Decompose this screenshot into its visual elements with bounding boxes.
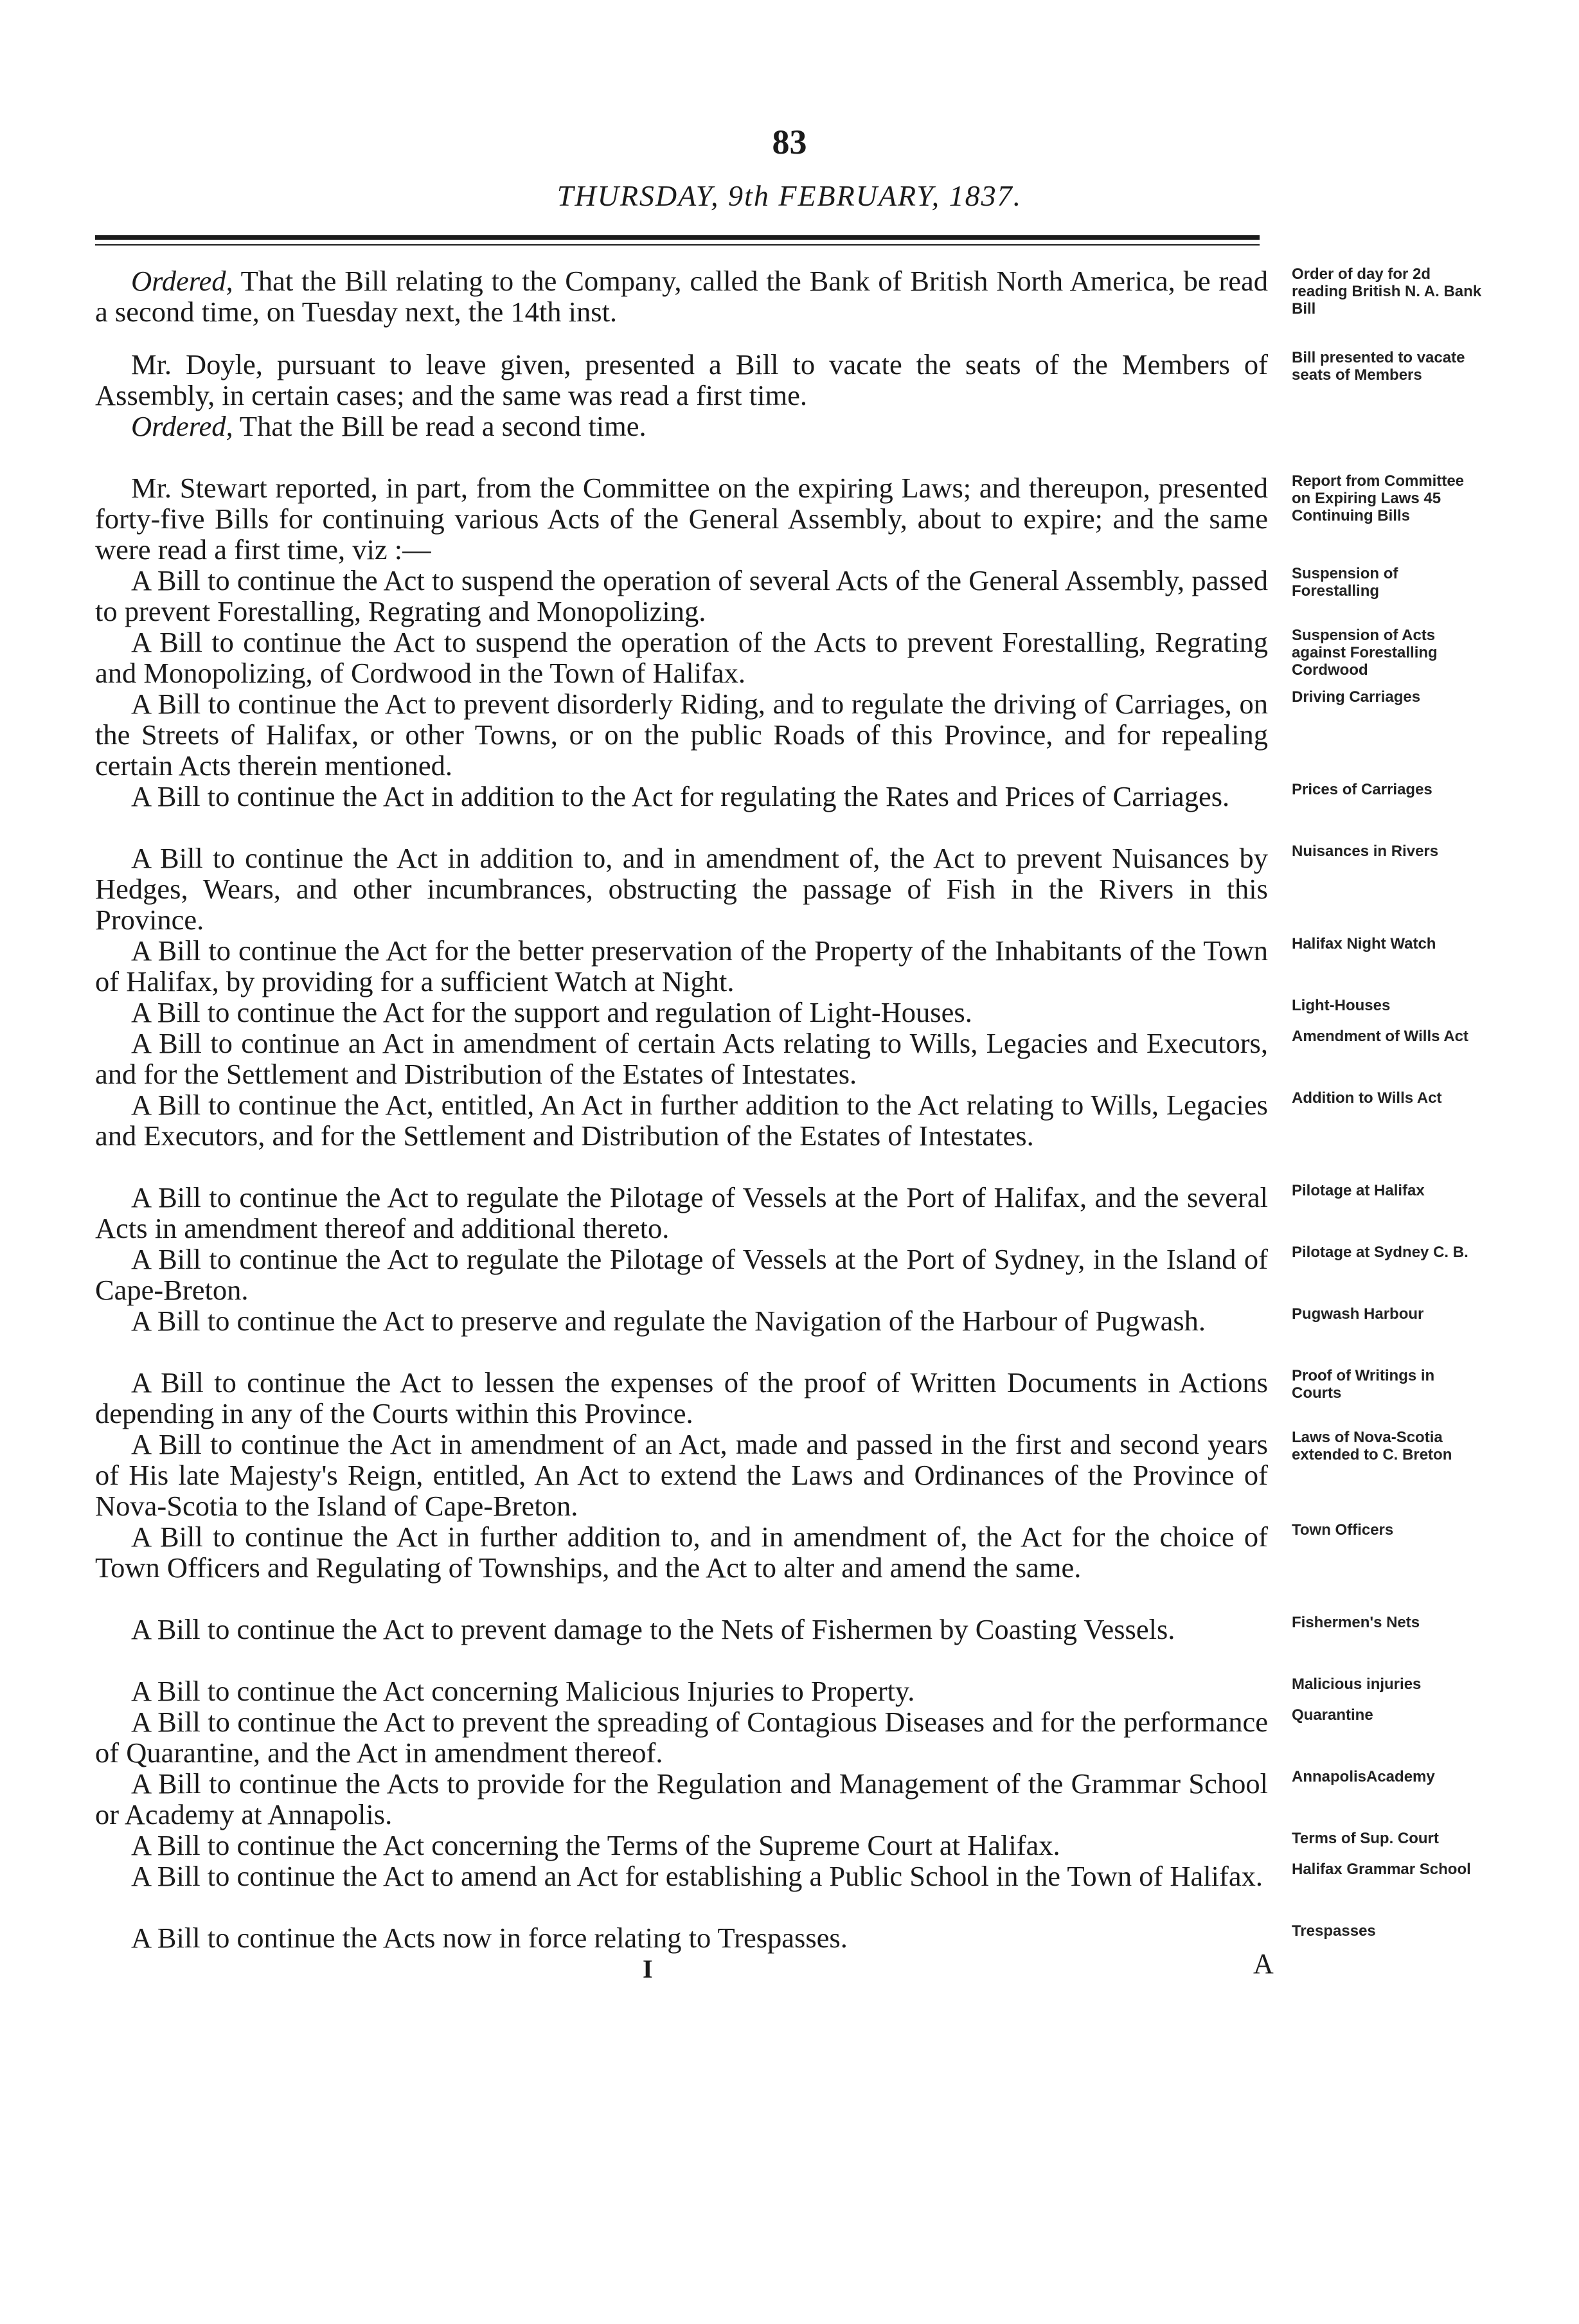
entry-text <box>95 1089 1268 1151</box>
page-title: THURSDAY, 9th FEBRUARY, 1837. <box>557 179 1022 212</box>
entry-body: A Bill to continue an Act in amendment of certain Acts relating to Wills, Legacies and Executors, and for the Settlement and Distribution of the Estates of Intestates. <box>95 1027 1268 1090</box>
margin-note: Pilotage at Halifax <box>1292 1182 1425 1199</box>
entry-body: A Bill to continue the Acts now in force relating to Trespasses. <box>131 1922 848 1954</box>
entry-body: A Bill to continue the Act to preserve and regulate the Navigation of the Harbour of Pugwash. <box>131 1305 1206 1337</box>
entry-text <box>95 1922 1268 1953</box>
entry-text <box>95 1367 1268 1429</box>
header-rule-thick <box>95 235 1260 240</box>
entry-body: A Bill to continue the Act to regulate the Pilotage of Vessels at the Port of Sydney, in the Island of Cape-Breton. <box>95 1243 1268 1306</box>
margin-note: Pilotage at Sydney C. B. <box>1292 1244 1468 1261</box>
margin-note: Fishermen's Nets <box>1292 1614 1420 1631</box>
margin-note: Suspension of Forestalling <box>1292 565 1398 600</box>
entry-text <box>95 565 1268 627</box>
entry-body: That the Bill be read a second time. <box>233 410 647 442</box>
entry-text <box>95 1706 1268 1768</box>
margin-note: Halifax Grammar School <box>1292 1861 1471 1878</box>
entry-text <box>95 1768 1268 1830</box>
entry-text <box>95 843 1268 935</box>
entry-body: Stewart reported, in part, from the Committee on the expiring Laws; and thereupon, presented forty-five Bills for continuing various Acts of the General Assembly, about to expire; and the same were read a first time, viz :— <box>95 472 1268 566</box>
entry-text <box>95 1676 1268 1706</box>
entry-text <box>95 1861 1268 1891</box>
margin-note: Proof of Writings in Courts <box>1292 1367 1435 1402</box>
entry-text <box>95 627 1268 688</box>
margin-note: Quarantine <box>1292 1706 1373 1724</box>
entry-body: That the Bill relating to the Company, called the Bank of British North America, be read a second time, on Tuesday next, the 14th inst. <box>95 265 1268 328</box>
entry-text <box>95 688 1268 781</box>
margin-note: Halifax Night Watch <box>1292 935 1436 952</box>
margin-note: Report from Committee on Expiring Laws 45 Continuing Bills <box>1292 472 1465 524</box>
entry-body: A Bill to continue the Act to lessen the expenses of the proof of Written Documents in Actions depending in any of the Courts within this Province. <box>95 1366 1268 1429</box>
entry-body: A Bill to continue the Act to prevent damage to the Nets of Fishermen by Coasting Vessels. <box>131 1613 1175 1645</box>
entry-body: A Bill to continue the Act to regulate the Pilotage of Vessels at the Port of Halifax, and the several Acts in amendment thereof and additional thereto. <box>95 1181 1268 1244</box>
margin-note: AnnapolisAcademy <box>1292 1768 1435 1785</box>
margin-note: Driving Carriages <box>1292 688 1421 706</box>
entry-text <box>95 265 1268 327</box>
entry-body: A Bill to continue the Act to suspend the operation of the Acts to prevent Forestalling, Regrating and Monopolizing, of Cordwood in the Town of Halifax. <box>95 626 1268 689</box>
entry-text <box>95 349 1268 411</box>
signature-mark: I <box>643 1954 653 1983</box>
margin-note: Bill presented to vacate seats of Members <box>1292 349 1465 384</box>
header-rule-thin <box>95 244 1260 246</box>
margin-note: Terms of Sup. Court <box>1292 1830 1439 1847</box>
entry-text <box>95 1244 1268 1305</box>
entry-text <box>95 1521 1268 1583</box>
margin-note: Light-Houses <box>1292 997 1391 1014</box>
entry-text <box>95 781 1268 812</box>
entry-lead: Mr. <box>131 472 172 504</box>
margin-note: Prices of Carriages <box>1292 781 1432 798</box>
entry-text <box>95 1429 1268 1521</box>
margin-note: Addition to Wills Act <box>1292 1089 1442 1107</box>
entry-body: A Bill to continue the Act to amend an Act for establishing a Public School in the Town of Halifax. <box>131 1860 1263 1892</box>
margin-note: Amendment of Wills Act <box>1292 1028 1468 1045</box>
margin-note: Laws of Nova-Scotia extended to C. Breton <box>1292 1429 1452 1463</box>
entry-body: A Bill to continue the Act in further addition to, and in amendment of, the Act for the choice of Town Officers and Regulating of Townships, and the Act to alter and amend the same. <box>95 1521 1268 1584</box>
entry-body: A Bill to continue the Act concerning the Terms of the Supreme Court at Halifax. <box>131 1829 1060 1861</box>
entry-body: A Bill to continue the Act in amendment of an Act, made and passed in the first and second years of His late Majesty's Reign, entitled, An Act to extend the Laws and Ordinances of the Province of Nova-Scotia to the Island of Cape-Breton. <box>95 1428 1268 1522</box>
entry-text <box>95 472 1268 565</box>
margin-note: Town Officers <box>1292 1521 1394 1539</box>
margin-note: Pugwash Harbour <box>1292 1305 1424 1323</box>
margin-note: Malicious injuries <box>1292 1676 1422 1693</box>
entry-body: Doyle, pursuant to leave given, presented a Bill to vacate the seats of the Members of Assembly, in certain cases; and the same was read a first time. <box>95 348 1268 411</box>
entry-body: A Bill to continue the Acts to provide for the Regulation and Management of the Grammar School or Academy at Annapolis. <box>95 1767 1268 1830</box>
entry-body: A Bill to continue the Act to prevent the spreading of Contagious Diseases and for the performance of Quarantine, and the Act in amendment thereof. <box>95 1706 1268 1769</box>
entry-text <box>95 1182 1268 1244</box>
margin-note: Trespasses <box>1292 1922 1376 1940</box>
entry-lead: Ordered, <box>131 265 233 297</box>
entry-body: A Bill to continue the Act for the better preservation of the Property of the Inhabitants of the Town of Halifax, by providing for a sufficient Watch at Night. <box>95 934 1268 997</box>
entry-body: A Bill to continue the Act in addition to the Act for regulating the Rates and Prices of Carriages. <box>131 780 1230 812</box>
entry-text <box>95 935 1268 997</box>
catchword: A <box>1253 1948 1274 1980</box>
entry-text <box>95 1028 1268 1089</box>
entry-text <box>95 411 1268 442</box>
entry-text <box>95 1830 1268 1861</box>
margin-note: Nuisances in Rivers <box>1292 843 1439 860</box>
margin-note: Order of day for 2d reading British N. A. Bank Bill <box>1292 265 1482 317</box>
entry-body: A Bill to continue the Act to suspend the operation of several Acts of the General Assembly, passed to prevent Forestalling, Regrating and Monopolizing. <box>95 564 1268 627</box>
entry-lead: Ordered, <box>131 410 233 442</box>
entry-body: A Bill to continue the Act to prevent disorderly Riding, and to regulate the driving of Carriages, on the Streets of Halifax, or other Towns, or on the public Roads of this Province, and for repealing certain Acts therein mentioned. <box>95 688 1268 782</box>
entry-body: A Bill to continue the Act for the support and regulation of Light-Houses. <box>131 996 972 1028</box>
page-number: 83 <box>772 123 807 161</box>
entry-body: A Bill to continue the Act in addition to, and in amendment of, the Act to prevent Nuisances by Hedges, Wears, and other incumbrances, obstructing the passage of Fish in the Rivers in this Province. <box>95 842 1268 936</box>
entry-text <box>95 1305 1268 1336</box>
entry-text <box>95 1614 1268 1645</box>
entry-text <box>95 997 1268 1028</box>
margin-note: Suspension of Acts against Forestalling Cordwood <box>1292 627 1438 679</box>
entry-body: A Bill to continue the Act, entitled, An Act in further addition to the Act relating to Wills, Legacies and Executors, and for the Settlement and Distribution of the Estates of Intestates. <box>95 1089 1268 1152</box>
entry-lead: Mr. <box>131 348 172 380</box>
entry-body: A Bill to continue the Act concerning Malicious Injuries to Property. <box>131 1675 915 1707</box>
